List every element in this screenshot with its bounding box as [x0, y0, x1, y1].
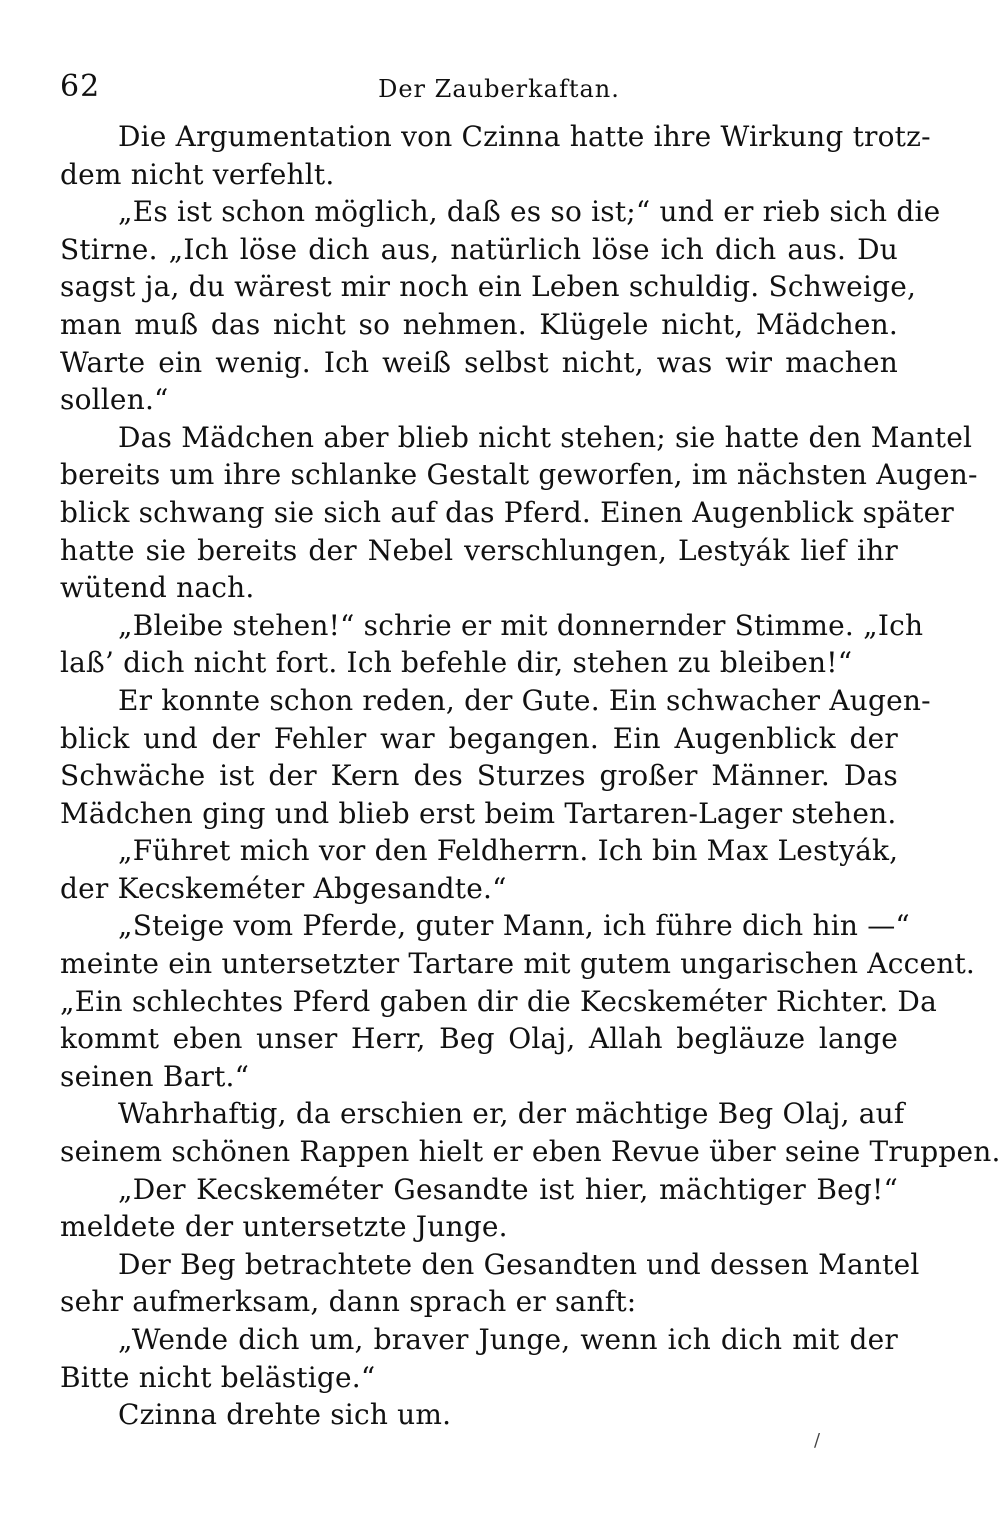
page-header: [60, 66, 898, 110]
text-line: meinte ein untersetzter Tartare mit gutem ungarischen Accent.: [60, 947, 976, 981]
text-line: kommt eben unser Herr, Beg Olaj, Allah begläuze lange: [60, 1022, 898, 1056]
text-line: „Es ist schon möglich, daß es so ist;“ und er rieb sich die: [118, 195, 941, 229]
text-line: hatte sie bereits der Nebel verschlungen, Lestyák lief ihr: [60, 533, 898, 567]
text-line: bereits um ihre schlanke Gestalt geworfen, im nächsten Augen-: [60, 458, 978, 492]
text-line: „Der Kecskeméter Gesandte ist hier, mächtiger Beg!“: [118, 1172, 898, 1206]
text-line: Bitte nicht belästige.“: [60, 1360, 376, 1394]
text-line: dem nicht verfehlt.: [60, 157, 335, 191]
text-line: Mädchen ging und blieb erst beim Tartaren-Lager stehen.: [60, 796, 897, 830]
text-line: „Wende dich um, braver Junge, wenn ich dich mit der: [118, 1323, 898, 1356]
text-line: man muß das nicht so nehmen. Klügele nicht, Mädchen.: [60, 307, 898, 341]
stray-mark: /: [814, 1430, 821, 1451]
text-line: „Führet mich vor den Feldherrn. Ich bin Max Lestyák,: [118, 834, 899, 868]
text-line: sollen.“: [60, 383, 169, 417]
text-line: Er konnte schon reden, der Gute. Ein schwacher Augen-: [118, 683, 931, 717]
body-text: [60, 118, 1001, 1434]
text-line: blick und der Fehler war begangen. Ein Augenblick der: [60, 721, 898, 755]
text-line: Czinna drehte sich um.: [118, 1398, 452, 1432]
running-title: Der Zauberkaftan.: [378, 75, 620, 103]
text-line: seinem schönen Rappen hielt er eben Revue über seine Truppen.: [60, 1135, 1001, 1169]
text-line: Wahrhaftig, da erschien er, der mächtige Beg Olaj, auf: [118, 1097, 905, 1131]
text-line: seinen Bart.“: [60, 1059, 250, 1093]
text-line: Der Beg betrachtete den Gesandten und dessen Mantel: [118, 1247, 920, 1281]
text-line: wütend nach.: [60, 571, 255, 605]
text-line: sehr aufmerksam, dann sprach er sanft:: [60, 1285, 637, 1319]
text-line: „Steige vom Pferde, guter Mann, ich führe dich hin —“: [118, 909, 910, 943]
text-line: laß’ dich nicht fort. Ich befehle dir, stehen zu bleiben!“: [60, 646, 853, 680]
text-line: Stirne. „Ich löse dich aus, natürlich löse ich dich aus. Du: [60, 232, 898, 266]
text-line: Das Mädchen aber blieb nicht stehen; sie hatte den Mantel: [118, 420, 973, 454]
text-line: Die Argumentation von Czinna hatte ihre Wirkung trotz-: [118, 120, 931, 153]
text-line: sagst ja, du wärest mir noch ein Leben schuldig. Schweige,: [60, 270, 917, 304]
text-line: der Kecskeméter Abgesandte.“: [60, 871, 507, 905]
text-line: „Ein schlechtes Pferd gaben dir die Kecskeméter Richter. Da: [60, 984, 937, 1018]
text-line: blick schwang sie sich auf das Pferd. Einen Augenblick später: [60, 495, 954, 529]
page-number: 62: [60, 69, 101, 104]
text-line: Warte ein wenig. Ich weiß selbst nicht, was wir machen: [60, 345, 898, 379]
text-line: Schwäche ist der Kern des Sturzes großer Männer. Das: [60, 759, 898, 793]
text-line: meldete der untersetzte Junge.: [60, 1210, 508, 1244]
text-line: „Bleibe stehen!“ schrie er mit donnernder Stimme. „Ich: [118, 608, 924, 642]
